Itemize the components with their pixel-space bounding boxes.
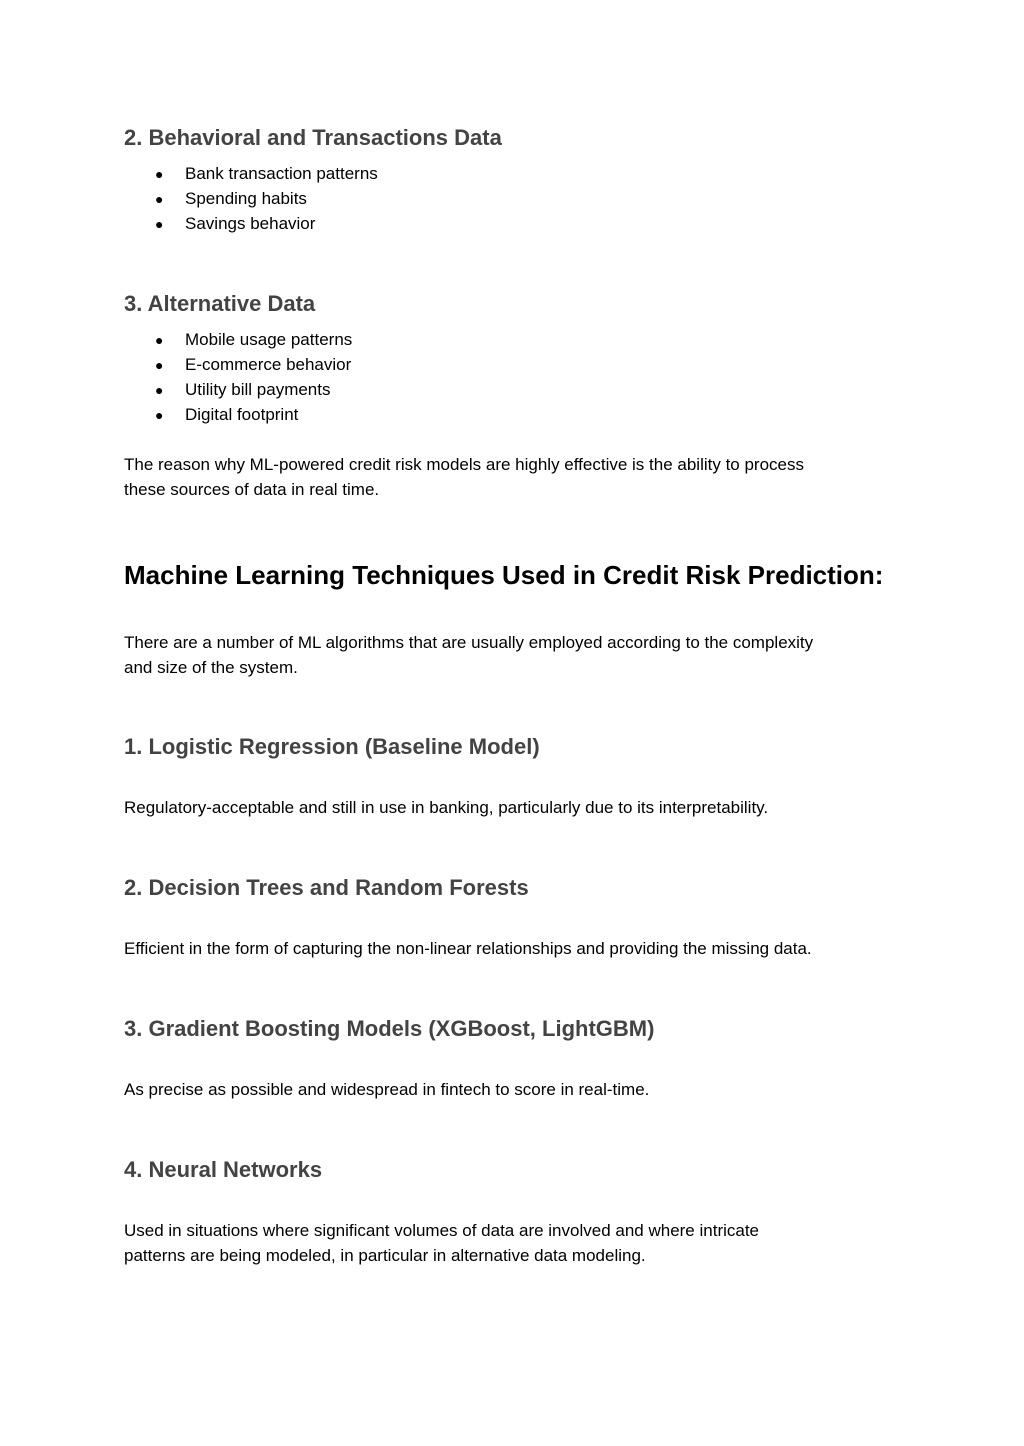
logistic-regression-body: Regulatory-acceptable and still in use in banking, particularly due to its interpretability.	[124, 798, 769, 817]
reason-paragraph-line-1: The reason why ML-powered credit risk models are highly effective is the ability to process	[124, 455, 804, 474]
logistic-regression-heading: 1. Logistic Regression (Baseline Model)	[124, 734, 540, 759]
decision-trees-body: Efficient in the form of capturing the non-linear relationships and providing the missing data.	[124, 939, 812, 958]
list-item: ● Mobile usage patterns	[155, 327, 352, 353]
alternative-data-heading: 3. Alternative Data	[124, 291, 316, 316]
ml-intro-line-1: There are a number of ML algorithms that are usually employed according to the complexity	[124, 633, 814, 652]
list-item: ● E-commerce behavior	[155, 352, 351, 378]
ml-intro-line-2: and size of the system.	[124, 658, 298, 677]
bullet-icon: ●	[155, 332, 164, 348]
decision-trees-heading: 2. Decision Trees and Random Forests	[124, 875, 529, 900]
bullet-icon: ●	[155, 382, 164, 398]
list-item: ● Digital footprint	[155, 402, 298, 428]
bullet-icon: ●	[155, 216, 164, 232]
gradient-boosting-heading: 3. Gradient Boosting Models (XGBoost, LightGBM)	[124, 1016, 655, 1041]
list-item: ● Utility bill payments	[155, 377, 331, 403]
bullet-icon: ●	[155, 191, 164, 207]
bullet-icon: ●	[155, 357, 164, 373]
bullet-icon: ●	[155, 166, 164, 182]
bullet-icon: ●	[155, 407, 164, 423]
neural-networks-body-line-1: Used in situations where significant volumes of data are involved and where intricate	[124, 1221, 760, 1240]
list-item: ● Savings behavior	[155, 211, 315, 237]
gradient-boosting-body: As precise as possible and widespread in fintech to score in real-time.	[124, 1080, 650, 1099]
neural-networks-body-line-2: patterns are being modeled, in particular in alternative data modeling.	[124, 1246, 646, 1265]
list-item: ● Bank transaction patterns	[155, 161, 378, 187]
ml-techniques-heading: Machine Learning Techniques Used in Credit Risk Prediction:	[124, 560, 884, 590]
behavioral-data-heading: 2. Behavioral and Transactions Data	[124, 125, 502, 150]
list-item: ● Spending habits	[155, 186, 307, 212]
reason-paragraph-line-2: these sources of data in real time.	[124, 480, 380, 499]
neural-networks-heading: 4. Neural Networks	[124, 1157, 323, 1182]
